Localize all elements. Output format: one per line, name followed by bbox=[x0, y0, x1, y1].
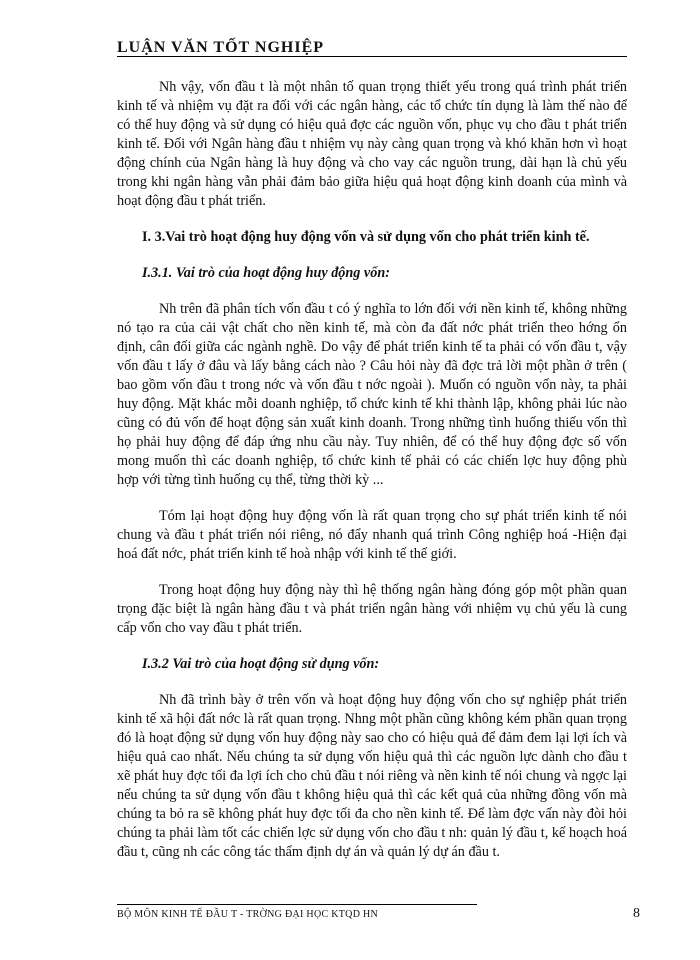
spacer bbox=[117, 490, 627, 507]
subheading-1: I.3.1. Vai trò của hoạt động huy động vốn: bbox=[142, 265, 390, 281]
spacer bbox=[117, 247, 627, 264]
body-paragraph-3: Tóm lại hoạt động huy động vốn là rất quan trọng cho sự phát triển kinh tế nói chung và đầu t phát triển nói riêng, nó đẩy nhanh quá trình Công nghiệp hoá -Hiện đại hoá đất nớc, phát triển kinh tế hoà nhập với kinh tế thế giới. bbox=[117, 508, 627, 562]
spacer bbox=[117, 674, 627, 691]
page-number: 8 bbox=[633, 906, 640, 921]
body-paragraph-4: Trong hoạt động huy động này thì hệ thống ngân hàng đóng góp một phần quan trọng đặc biệt là ngân hàng đầu t và phát triển ngân hàng với nhiệm vụ chủ yếu là cung cấp vốn cho vay đầu t phát triển. bbox=[117, 582, 627, 636]
page-body bbox=[117, 78, 627, 862]
header-divider bbox=[117, 56, 627, 57]
body-paragraph-2: Nh trên đã phân tích vốn đầu t có ý nghĩa to lớn đối với nền kinh tế, không những nó tạo ra của cải vật chất cho nền kinh tế, mà còn đa đất nớc phát triển theo hớng ổn định, cân đối giữa các ngành nghề. Do vậy để phát triển kinh tế ta phải có vốn đầu t, vậy vốn đầu t lấy ở đâu và lấy bằng cách nào ? Câu hỏi này đã đợc trả lời một phần ở trên ( bao gồm vốn đầu t trong nớc và vốn đầu t nớc ngoài ). Muốn có nguồn vốn này, ta phải huy động. Mặt khác mỗi doanh nghiệp, tổ chức kinh tế khi thành lập, không phải lúc nào cũng có đủ vốn để hoạt động sản xuất kinh doanh. Trong những tình huống thiếu vốn thì họ phải huy động để đáp ứng nhu cầu này. Tuy nhiên, để có thể huy động đợc số vốn mong muốn thì các doanh nghiệp, tổ chức kinh tế phải có các chiến lợc huy động phù hợp với từng tình huống cụ thể, từng thời kỳ ... bbox=[117, 301, 627, 488]
spacer bbox=[117, 211, 627, 228]
spacer bbox=[117, 564, 627, 581]
running-header-title: LUẬN VĂN TỐT NGHIỆP bbox=[117, 39, 325, 56]
footer-divider bbox=[117, 904, 477, 905]
section-heading: I. 3.Vai trò hoạt động huy động vốn và sử dụng vốn cho phát triển kinh tế. bbox=[142, 229, 590, 245]
spacer bbox=[117, 283, 627, 300]
body-paragraph-1: Nh vậy, vốn đầu t là một nhân tố quan trọng thiết yếu trong quá trình phát triển kinh tế và nhiệm vụ đặt ra đối với các ngân hàng, các tổ chức tín dụng là làm thế nào để có thể huy động và sử dụng có hiệu quả đợc các nguồn vốn, phục vụ cho đầu t phát triển kinh tế. Đối với Ngân hàng đầu t nhiệm vụ này càng quan trọng và khó khăn hơn vì hoạt động chính của Ngân hàng là huy động và cho vay các nguồn trung, dài hạn là chủ yếu trong khi ngân hàng vẫn phải đảm bảo giữa hiệu quả hoạt động kinh doanh của mình và hoạt động đầu t phát triển. bbox=[117, 79, 627, 209]
spacer bbox=[117, 638, 627, 655]
body-paragraph-5: Nh đã trình bày ở trên vốn và hoạt động huy động vốn cho sự nghiệp phát triển kinh tế xã hội đất nớc là rất quan trọng. Nhng một phần cũng không kém phần quan trọng đó là hoạt động sử dụng vốn huy động này sao cho có hiệu quả để đảm đem lại lợi ích và hiệu quả cao nhất. Nếu chúng ta sử dụng vốn hiệu quả thì các nguồn lực dành cho đầu t xẽ phát huy đợc tối đa lợi ích cho chủ đầu t nói riêng và nền kinh tế nói chung và ngợc lại nếu chúng ta sử dụng vốn đầu t không hiệu quả thì các kết quả của những đồng vốn mà chúng ta bỏ ra sẽ không phát huy đợc tối đa cho nền kinh tế. Để làm đợc vấn này đòi hỏi chúng ta phải làm tốt các chiến lợc sử dụng vốn cho đầu t nh: quản lý đầu t, kế hoạch hoá đầu t, cũng nh các công tác thẩm định dự án và quản lý dự án đầu t. bbox=[117, 692, 627, 860]
footer-department: BỘ MÔN KINH TẾ ĐẦU T - TRỜNG ĐẠI HỌC KTQD HN bbox=[117, 909, 379, 920]
subheading-2: I.3.2 Vai trò của hoạt động sử dụng vốn: bbox=[142, 656, 380, 672]
